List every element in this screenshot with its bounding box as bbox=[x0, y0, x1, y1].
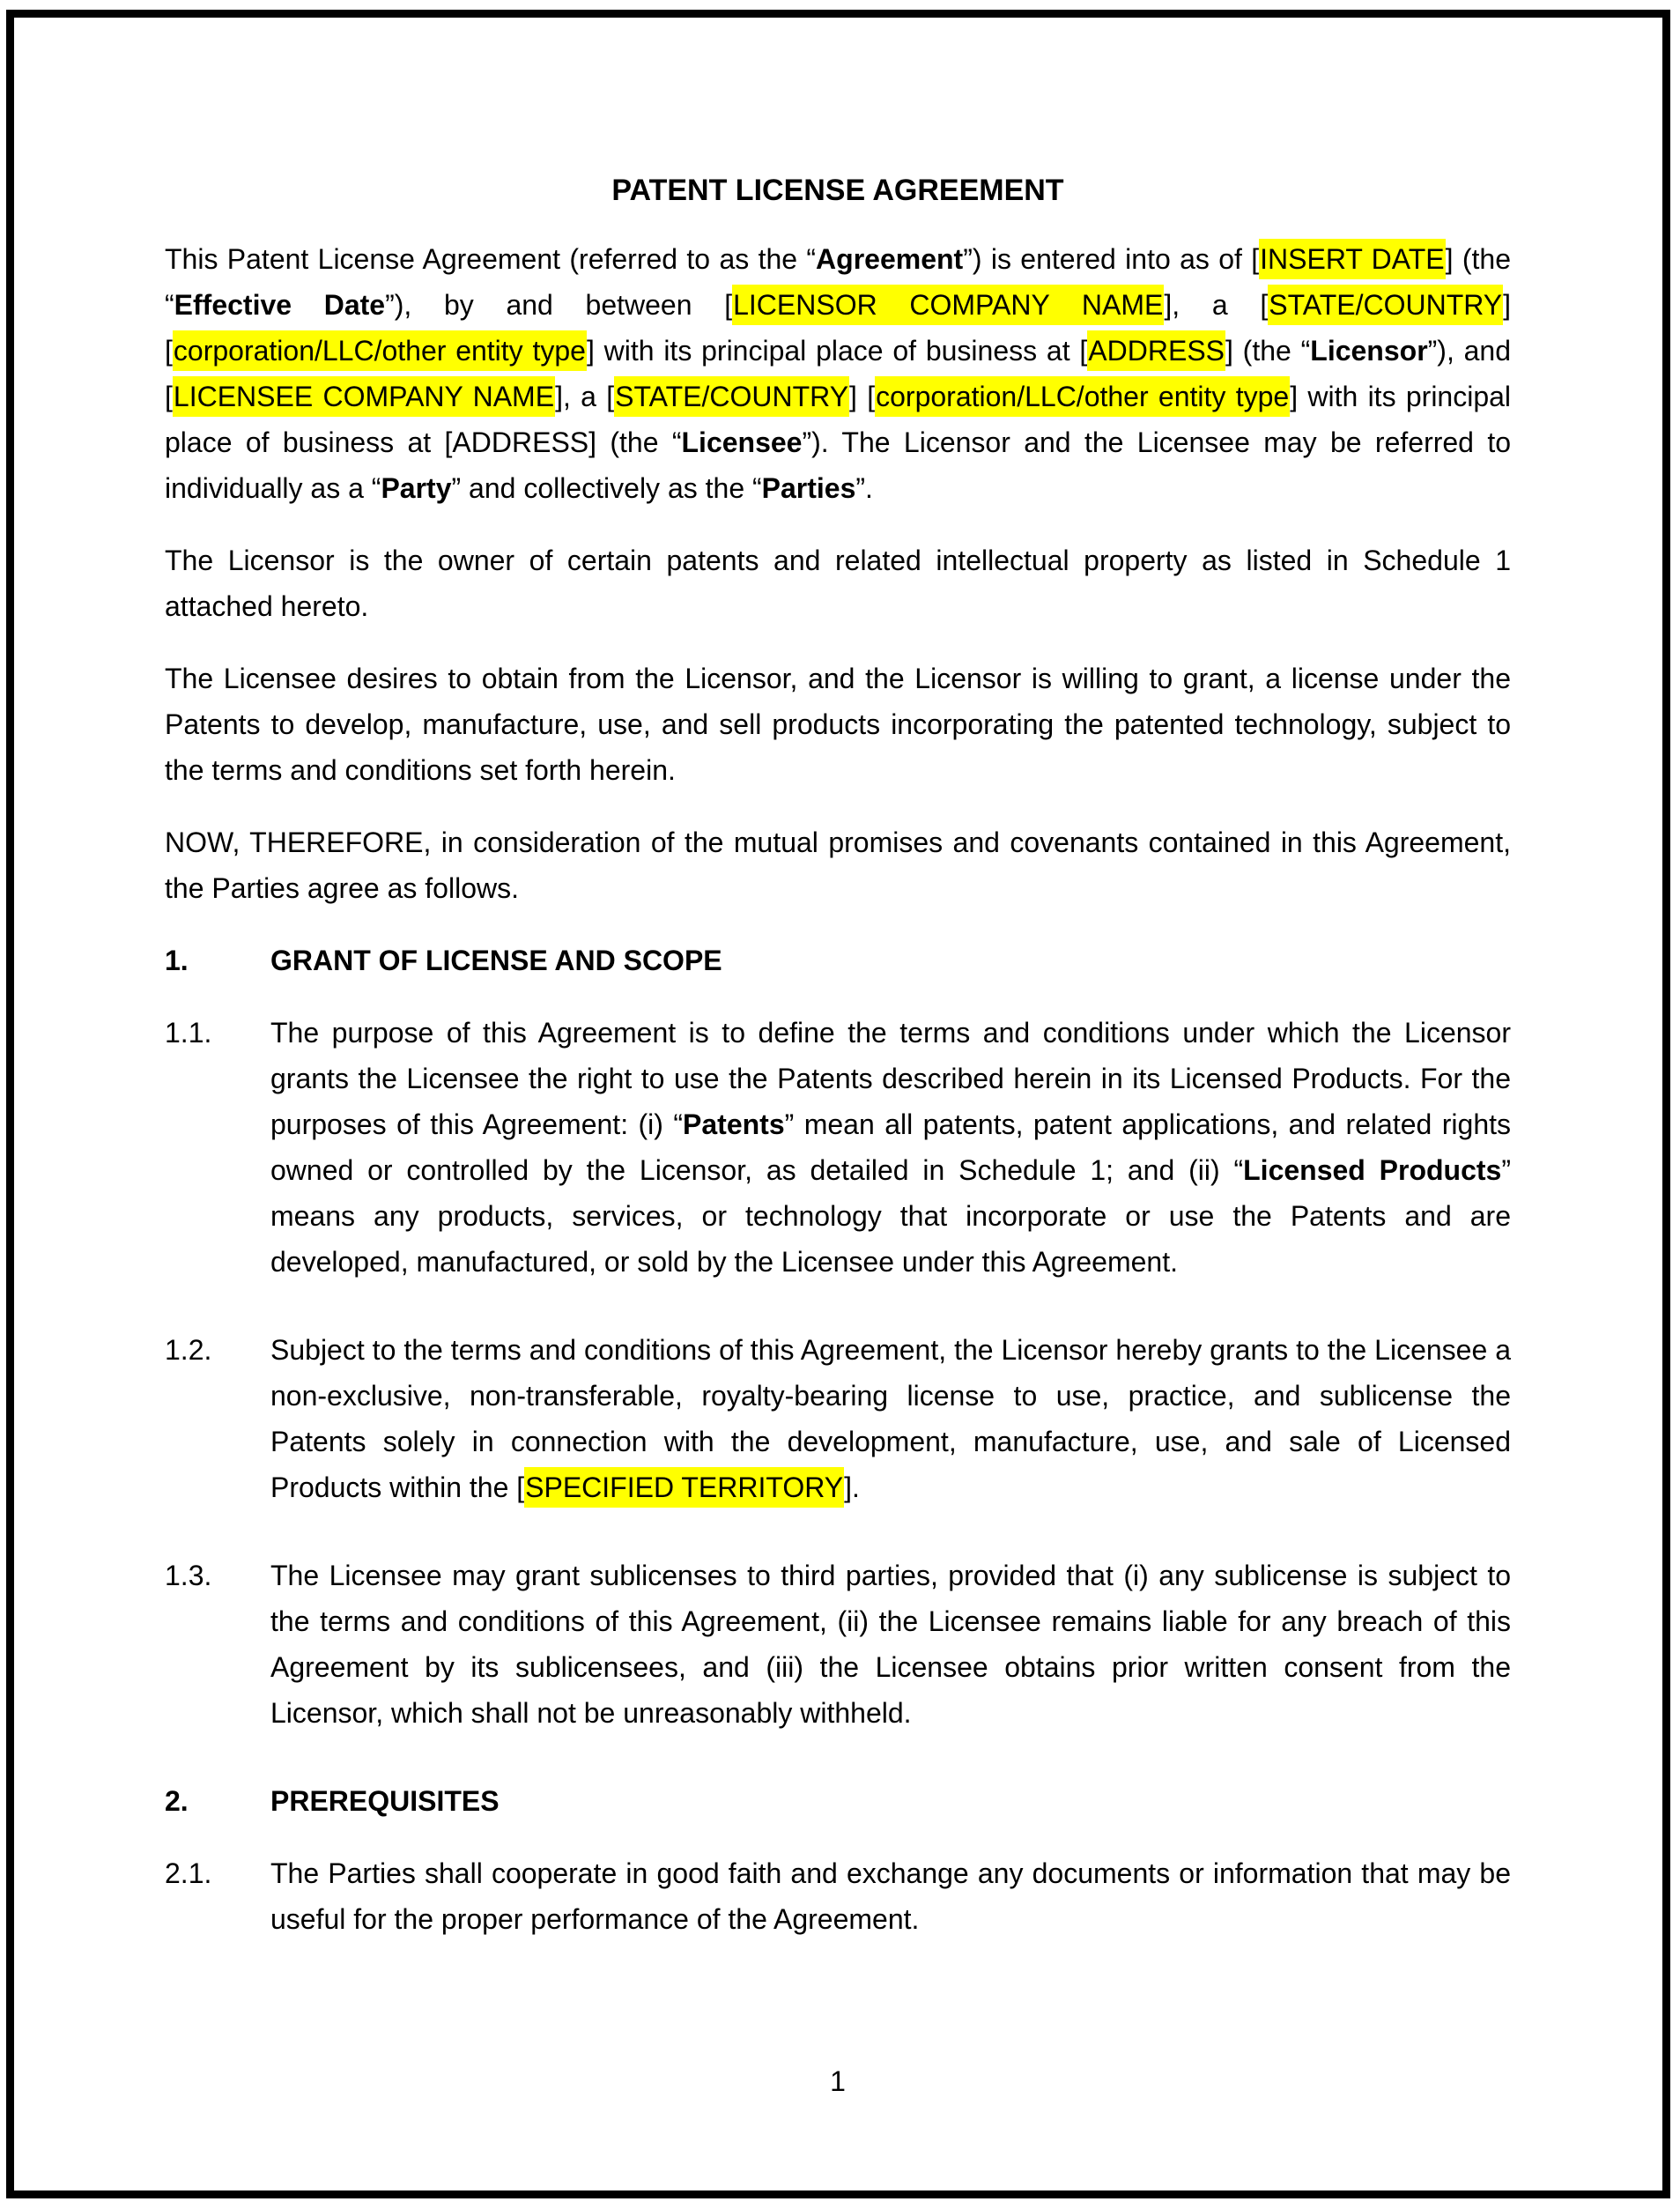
highlighted-placeholder: corporation/LLC/other entity type bbox=[875, 376, 1290, 417]
text-run: ] [ bbox=[849, 381, 876, 412]
clause-number: 2. bbox=[165, 1785, 189, 1817]
highlighted-placeholder: STATE/COUNTRY bbox=[614, 376, 849, 417]
paragraph bbox=[165, 656, 1511, 793]
defined-term: Party bbox=[381, 472, 452, 504]
clause-number: 1.3. bbox=[165, 1560, 212, 1591]
defined-term: Licensed Products bbox=[1243, 1154, 1502, 1186]
text-run: PREREQUISITES bbox=[270, 1785, 500, 1817]
text-run: ”), by and between [ bbox=[385, 289, 733, 321]
numbered-clause bbox=[165, 1850, 1511, 1942]
text-run: ] with its principal place of business at [ bbox=[586, 335, 1088, 367]
defined-term: Agreement bbox=[816, 243, 964, 275]
text-run: GRANT OF LICENSE AND SCOPE bbox=[270, 945, 722, 976]
text-run: ” mean all patents, patent applications, and related rights owned or controlled by the Licensor, as detailed in Schedule 1; and (ii) “ bbox=[270, 1108, 1512, 1186]
doc-body bbox=[165, 236, 1511, 1942]
text-run: ], a [ bbox=[1164, 289, 1269, 321]
text-run: ”), and [ bbox=[165, 335, 1512, 412]
text-run: The Licensee desires to obtain from the Licensor, and the Licensor is willing to grant, a license under the Patents to develop, manufacture, use, and sell products incorporating the patented technology, subject to the terms and conditions set forth herein. bbox=[165, 663, 1511, 786]
text-run: NOW, THEREFORE, in consideration of the mutual promises and covenants contained in this Agreement, the Parties agree as follows. bbox=[165, 827, 1511, 904]
text-run: ”) is entered into as of [ bbox=[963, 243, 1260, 275]
section-heading bbox=[165, 938, 1511, 983]
numbered-clause bbox=[165, 1327, 1511, 1510]
highlighted-placeholder: corporation/LLC/other entity type bbox=[173, 330, 587, 371]
defined-term: Licensor bbox=[1310, 335, 1428, 367]
highlighted-placeholder: INSERT DATE bbox=[1259, 239, 1446, 279]
text-run: ], a [ bbox=[555, 381, 615, 412]
doc-content bbox=[165, 167, 1511, 1984]
defined-term: Patents bbox=[683, 1108, 785, 1140]
section-heading bbox=[165, 1778, 1511, 1824]
paragraph bbox=[165, 537, 1511, 629]
defined-term: Parties bbox=[761, 472, 856, 504]
text-run: ” means any products, services, or technology that incorporate or use the Patents and are developed, manufactured, or sold by the Licensee under this Agreement. bbox=[270, 1154, 1512, 1278]
text-run: ] with its principal place of business at [ADDRESS] (the “ bbox=[165, 381, 1512, 458]
paragraph bbox=[165, 236, 1511, 511]
document-title: PATENT LICENSE AGREEMENT bbox=[611, 174, 1064, 207]
page-number: 1 bbox=[830, 2065, 846, 2097]
text-run: ” and collectively as the “ bbox=[451, 472, 762, 504]
text-run: The Licensee may grant sublicenses to third parties, provided that (i) any sublicense is subject to the terms and conditions of this Agreement, (ii) the Licensee remains liable for any breach of this Agreement by its sublicensees, and (iii) the Licensee obtains prior written consent from the Licensor, which shall not be unreasonably withheld. bbox=[270, 1560, 1511, 1729]
text-run: ”). The Licensor and the Licensee may be referred to individually as a “ bbox=[165, 426, 1512, 504]
text-run: The Licensor is the owner of certain patents and related intellectual property as listed in Schedule 1 attached hereto. bbox=[165, 545, 1511, 622]
defined-term: Licensee bbox=[681, 426, 803, 458]
clause-number: 1.1. bbox=[165, 1017, 212, 1049]
text-run: This Patent License Agreement (referred to as the “ bbox=[165, 243, 817, 275]
text-run: The Parties shall cooperate in good faith and exchange any documents or information that may be useful for the proper performance of the Agreement. bbox=[270, 1857, 1511, 1935]
text-run: ]. bbox=[844, 1471, 860, 1503]
text-run: The purpose of this Agreement is to define the terms and conditions under which the Licensor grants the Licensee the right to use the Patents described herein in its Licensed Products. For the purposes of this Agreement: (i) “ bbox=[270, 1017, 1511, 1140]
paragraph bbox=[165, 819, 1511, 911]
text-run: ] [ bbox=[165, 289, 1512, 367]
clause-number: 2.1. bbox=[165, 1857, 212, 1889]
text-run: Subject to the terms and conditions of this Agreement, the Licensor hereby grants to the Licensee a non-exclusive, non-transferable, royalty-bearing license to use, practice, and sublicense the Patents solely in connection with the development, manufacture, use, and sale of Licensed Products within the [ bbox=[270, 1334, 1511, 1503]
text-run: ”. bbox=[855, 472, 873, 504]
highlighted-placeholder: SPECIFIED TERRITORY bbox=[524, 1467, 844, 1508]
highlighted-placeholder: ADDRESS bbox=[1087, 330, 1225, 371]
numbered-clause bbox=[165, 1010, 1511, 1285]
clause-number: 1. bbox=[165, 945, 189, 976]
numbered-clause bbox=[165, 1553, 1511, 1736]
highlighted-placeholder: LICENSOR COMPANY NAME bbox=[732, 285, 1164, 325]
text-run: ] (the “ bbox=[1225, 335, 1311, 367]
clause-number: 1.2. bbox=[165, 1334, 212, 1366]
defined-term: Effective Date bbox=[174, 289, 386, 321]
highlighted-placeholder: LICENSEE COMPANY NAME bbox=[173, 376, 555, 417]
highlighted-placeholder: STATE/COUNTRY bbox=[1268, 285, 1503, 325]
text-run: ] (the “ bbox=[165, 243, 1512, 321]
